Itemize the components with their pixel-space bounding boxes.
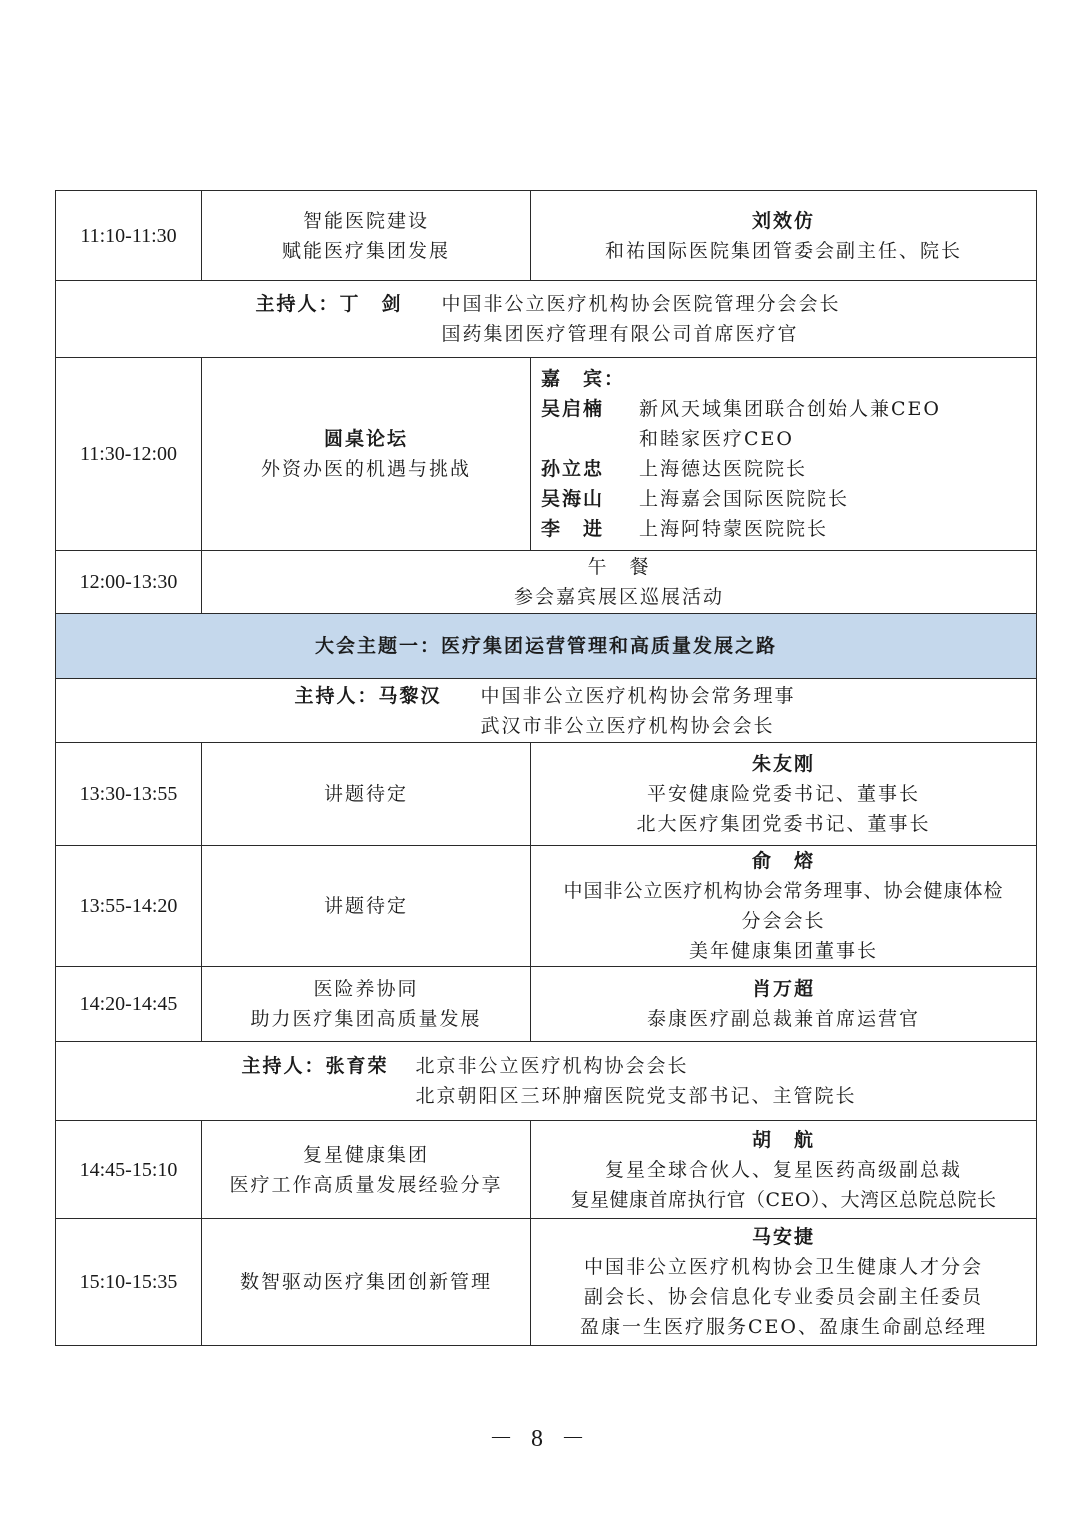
host-row — [56, 1042, 1037, 1121]
speaker-cell — [531, 967, 1037, 1042]
guest-name: 孙立忠 — [541, 458, 605, 480]
table-row — [56, 1121, 1037, 1219]
speaker-title: 和祐国际医院集团管委会副主任、院长 — [604, 239, 962, 262]
guest-item — [541, 484, 1036, 514]
guests-cell — [531, 358, 1037, 551]
theme-row — [56, 614, 1037, 679]
speaker-title: 盈康一生医疗服务CEO、盈康生命副总经理 — [580, 1316, 987, 1338]
guest-title: 和睦家医疗CEO — [639, 428, 794, 450]
topic-cell — [202, 846, 531, 967]
speaker-name: 刘效仿 — [751, 209, 815, 232]
topic-cell — [202, 1219, 531, 1346]
host-title: 中国非公立医疗机构协会常务理事 — [480, 684, 796, 707]
table-row — [56, 358, 1037, 551]
topic-cell — [202, 967, 531, 1042]
topic-line: 讲题待定 — [323, 895, 408, 917]
schedule-table — [55, 190, 1037, 1346]
time-cell: 13:30-13:55 — [56, 743, 202, 846]
speaker-title: 分会会长 — [741, 910, 826, 932]
speaker-title: 泰康医疗副总裁兼首席运营官 — [646, 1008, 920, 1030]
topic-line: 助力医疗集团高质量发展 — [250, 1008, 482, 1030]
host-title: 中国非公立医疗机构协会医院管理分会会长 — [441, 293, 841, 315]
topic-line: 智能医院建设 — [302, 209, 429, 232]
lunch-cell — [202, 551, 1037, 614]
speaker-cell — [531, 743, 1037, 846]
speaker-cell — [531, 846, 1037, 967]
time-cell: 11:30-12:00 — [56, 358, 202, 551]
host-title: 北京朝阳区三环肿瘤医院党支部书记、主管院长 — [415, 1085, 857, 1107]
host-title: 武汉市非公立医疗机构协会会长 — [480, 714, 775, 737]
time-cell: 12:00-13:30 — [56, 551, 202, 614]
topic-cell — [202, 1121, 531, 1219]
host-label: 主持人：张育荣 — [241, 1055, 389, 1077]
guest-item — [541, 454, 1036, 484]
speaker-name: 肖万超 — [751, 978, 815, 1000]
guest-name: 吴启楠 — [541, 398, 605, 420]
speaker-title: 中国非公立医疗机构协会卫生健康人才分会 — [583, 1256, 983, 1278]
page-number: － 8 － — [489, 1426, 591, 1452]
guest-item — [541, 514, 1036, 544]
table-row — [56, 967, 1037, 1042]
topic-cell — [202, 743, 531, 846]
topic-cell — [202, 358, 531, 551]
table-row — [56, 551, 1037, 614]
topic-title: 圆桌论坛 — [323, 428, 408, 450]
host-row — [56, 679, 1037, 743]
topic-line: 赋能医疗集团发展 — [281, 239, 450, 262]
table-row — [56, 191, 1037, 281]
guest-item — [541, 394, 1036, 454]
table-row — [56, 743, 1037, 846]
guest-title: 上海嘉会国际医院院长 — [639, 488, 850, 510]
speaker-cell — [531, 1121, 1037, 1219]
speaker-title: 中国非公立医疗机构协会常务理事、协会健康体检 — [563, 880, 1004, 902]
topic-line: 复星健康集团 — [302, 1143, 429, 1166]
guests-heading: 嘉 宾： — [541, 368, 626, 390]
table-row — [56, 846, 1037, 967]
host-row — [56, 281, 1037, 358]
time-cell: 11:10-11:30 — [56, 191, 202, 281]
guest-name: 李 进 — [541, 518, 605, 540]
topic-line: 医险养协同 — [313, 978, 419, 1000]
time-cell: 14:20-14:45 — [56, 967, 202, 1042]
host-cell — [56, 281, 1037, 358]
speaker-title: 北大医疗集团党委书记、董事长 — [636, 813, 931, 835]
speaker-title: 复星全球合伙人、复星医药高级副总裁 — [604, 1158, 962, 1181]
theme-banner: 大会主题一：医疗集团运营管理和高质量发展之路 — [56, 614, 1037, 679]
time-cell: 15:10-15:35 — [56, 1219, 202, 1346]
topic-line: 数智驱动医疗集团创新管理 — [239, 1271, 492, 1293]
lunch-title: 午 餐 — [587, 556, 651, 578]
host-cell — [56, 1042, 1037, 1121]
topic-line: 讲题待定 — [323, 783, 408, 805]
speaker-name: 胡 航 — [751, 1128, 815, 1151]
lunch-activity: 参会嘉宾展区巡展活动 — [513, 586, 724, 608]
topic-cell — [202, 191, 531, 281]
guest-title: 上海德达医院院长 — [639, 458, 808, 480]
time-cell: 14:45-15:10 — [56, 1121, 202, 1219]
host-cell — [56, 679, 1037, 743]
topic-subtitle: 外资办医的机遇与挑战 — [260, 458, 471, 480]
speaker-title: 美年健康集团董事长 — [688, 940, 878, 962]
guest-title: 新风天域集团联合创始人兼CEO — [639, 398, 941, 420]
host-label: 主持人：马黎汉 — [294, 684, 442, 707]
guest-title: 上海阿特蒙医院院长 — [639, 518, 829, 540]
speaker-name: 马安捷 — [751, 1226, 815, 1248]
host-title: 国药集团医疗管理有限公司首席医疗官 — [441, 323, 799, 345]
speaker-title: 副会长、协会信息化专业委员会副主任委员 — [583, 1286, 983, 1308]
table-row — [56, 1219, 1037, 1346]
topic-line: 医疗工作高质量发展经验分享 — [229, 1173, 503, 1196]
host-title: 北京非公立医疗机构协会会长 — [415, 1055, 689, 1077]
host-label: 主持人：丁 剑 — [255, 293, 403, 315]
speaker-cell — [531, 1219, 1037, 1346]
speaker-name: 朱友刚 — [751, 753, 815, 775]
speaker-title: 复星健康首席执行官（CEO）、大湾区总院总院长 — [570, 1188, 997, 1211]
guest-name: 吴海山 — [541, 488, 605, 510]
time-cell: 13:55-14:20 — [56, 846, 202, 967]
speaker-title: 平安健康险党委书记、董事长 — [646, 783, 920, 805]
speaker-cell — [531, 191, 1037, 281]
speaker-name: 俞 熔 — [751, 850, 815, 872]
